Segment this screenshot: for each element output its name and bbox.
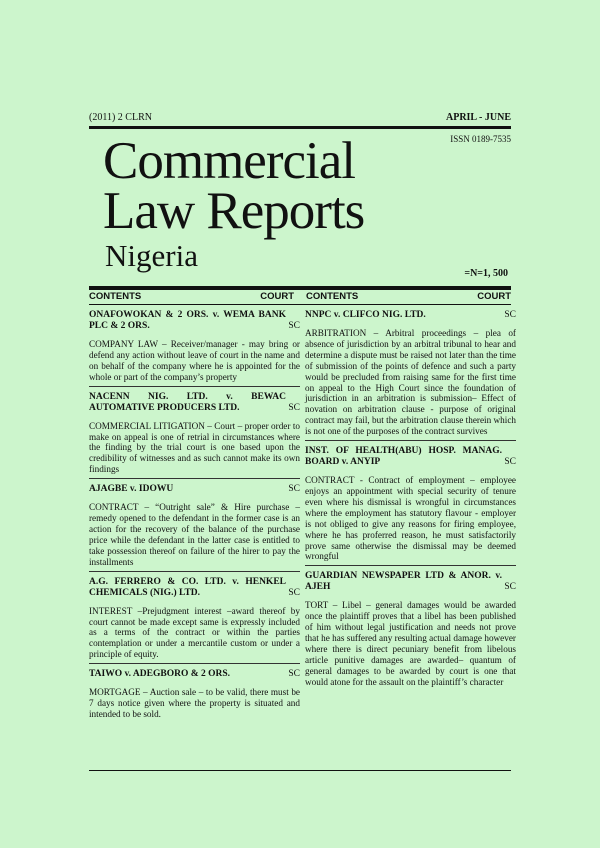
court-code: SC [288,587,300,598]
contents-header [89,291,511,303]
date-range: APRIL - JUNE [445,112,511,123]
court-code: SC [288,484,300,495]
case-summary: TORT – Libel – general damages would be awarded once the plaintiff proves that a libel has been published of him without legal justification and needs not prove that he has suffered any resulting actual damage however where there is direct pecuniary benefit from libelous article punitive damages are awarded– quantum of general damages to be awarded by court is one that would atone for the assault on the plaintiff’s character [305,600,516,687]
court-code: SC [288,669,300,680]
case-title: ONAFOWOKAN & 2 ORS. v. WEMA BANK PLC & 2 ORS. SC [89,310,300,331]
court-code: SC [288,402,300,413]
subtitle: Nigeria [105,238,198,273]
contents-label: CONTENTS [89,291,142,302]
case-entry [305,306,516,437]
case-entry [89,478,300,567]
case-entry [89,663,300,720]
issn: ISSN 0189-7535 [450,134,511,144]
case-summary: COMPANY LAW – Receiver/manager - may bring or defend any action without leave of court in the name and on behalf of the company where he is appointed for the whole or part of the company’s property [89,339,300,382]
bottom-rule [89,770,511,771]
masthead [103,130,364,272]
volume-label: (2011) 2 CLRN [89,112,152,123]
case-summary: CONTRACT – “Outright sale” & Hire purchase – remedy opened to the defendant in the former case is an action for the recovery of the balance of the purchase price while the defendant in the latter case is entitled to take possession thereof on failure of the hirer to pay the installments [89,502,300,567]
case-summary: MORTGAGE – Auction sale – to be valid, there must be 7 days notice given where the property is situated and intended to be sold. [89,687,300,719]
contents-header-left [89,291,294,303]
case-title: AJAGBE v. IDOWU SC [89,484,300,495]
case-summary: COMMERCIAL LITIGATION – Court – proper order to make on appeal is one of retrial in circumstances where the finding by the trial court is one based upon the credibility of witnesses and as such cannot make its own findings [89,420,300,475]
court-label: COURT [477,291,511,302]
case-title: A.G. FERRERO & CO. LTD. v. HENKEL CHEMICALS (NIG.) LTD. SC [89,576,300,598]
title-line-2: Law Reports [103,182,365,240]
case-entry [89,306,300,383]
case-title: TAIWO v. ADEGBORO & 2 ORS. SC [89,669,300,680]
court-code: SC [504,582,516,593]
contents-rule-bottom [89,304,511,305]
case-summary: CONTRACT - Contract of employment – employee enjoys an appointment with special security of tenure even where his dismissal is wrongful in circumstances where the employment has statutory flavour - employer is not obliged to give any reasons for firing employee, where he has proferred reason, he must satisfactorily prove same otherwise the dismissal may be deemed wrongful [305,475,516,562]
header-rule [89,126,511,129]
court-label: COURT [260,291,294,302]
contents-left-column [89,306,300,720]
case-title: GUARDIAN NEWSPAPER LTD & ANOR. v. AJEH SC [305,571,516,593]
price: =N=1, 500 [464,268,508,279]
case-summary: ARBITRATION – Arbitral proceedings – plea of absence of jurisdiction by an arbitral tribunal to hear and determine a dispute must be raised not later than the time of submission of the points of defence and such a party would be precluded from raising same for the first time on appeal to the High Court since the foundation of jurisdiction in an arbitration is submission– Effect of novation on arbitration clause - purpose of original contract may fail, but the arbitration clause therein which is not one of the purposes of the contract survives [305,328,516,437]
case-entry [89,386,300,476]
case-entry [305,565,516,687]
case-entry [305,440,516,562]
court-code: SC [504,310,516,320]
title-line-1: Commercial [103,132,355,190]
contents-header-right [306,291,511,303]
contents-rule-top [89,286,511,290]
case-title: INST. OF HEALTH(ABU) HOSP. MANAG. BOARD v. ANYIP SC [305,446,516,468]
case-entry [89,571,300,661]
case-title: NACENN NIG. LTD. v. BEWAC AUTOMATIVE PRODUCERS LTD. SC [89,391,300,413]
court-code: SC [504,457,516,468]
case-title: NNPC v. CLIFCO NIG. LTD. SC [305,310,516,320]
court-code: SC [288,321,300,331]
top-meta [89,112,511,126]
contents-label: CONTENTS [306,291,359,302]
contents-right-column [305,306,516,688]
case-summary: INTEREST –Prejudgment interest –award thereof by court cannot be made except same is expressly included as a terms of the contract or within the parties contemplation or under a mercantile custom or under a principle of equity. [89,605,300,660]
